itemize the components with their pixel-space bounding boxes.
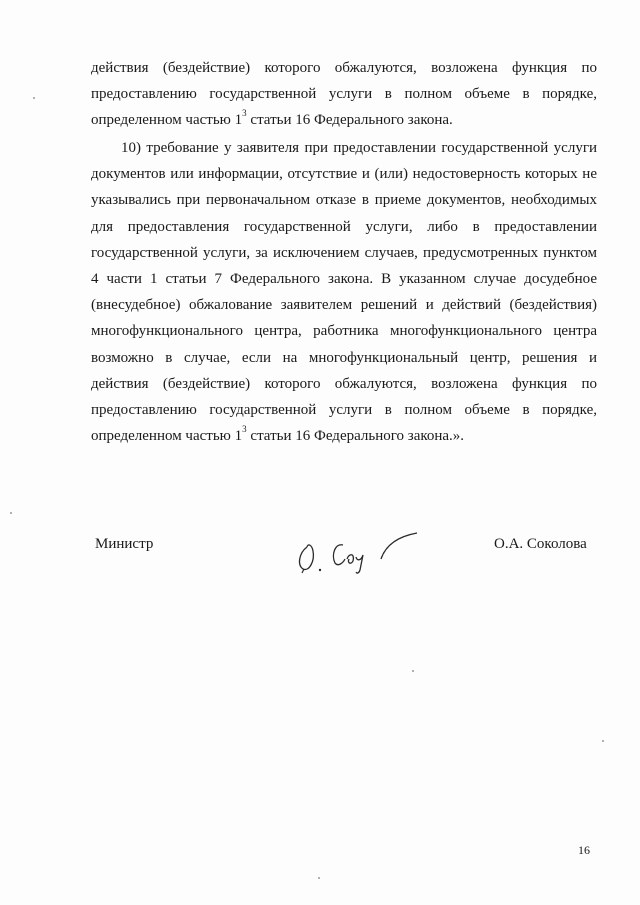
scan-speck [318, 877, 320, 879]
text-line: предоставлению государственной услуги в полном объеме в порядке, [91, 401, 597, 418]
scan-speck [10, 512, 12, 514]
superscript: 3 [242, 424, 247, 435]
text-line-part: определенном частью 1 [91, 428, 243, 445]
text-line: возможно в случае, если на многофункциональный центр, решения и [91, 349, 597, 366]
position-title: Министр [95, 536, 154, 552]
text-line: документов или информации, отсутствие и (или) недостоверность которых не [91, 166, 597, 183]
text-line: указывались при первоначальном отказе в приеме документов, необходимых [91, 192, 597, 209]
text-line: действия (бездействие) которого обжалуются, возложена функция по [91, 60, 597, 76]
scan-speck [412, 670, 414, 672]
text-line [91, 423, 597, 449]
paragraph-10 [91, 135, 597, 449]
text-line [91, 107, 597, 133]
scan-speck [602, 740, 604, 742]
page-number: 16 [578, 843, 590, 857]
text-line: многофункционального центра, работника многофункционального центра [91, 323, 597, 340]
text-line: государственной услуги, за исключением случаев, предусмотренных пунктом [91, 244, 597, 261]
text-line: 4 части 1 статьи 7 Федерального закона. В указанном случае досудебное [91, 270, 597, 287]
text-line-part: определенном частью 1 [91, 112, 243, 129]
text-line: для предоставления государственной услуги, либо в предоставлении [91, 218, 597, 235]
text-line-part: статьи 16 Федерального закона. [246, 112, 453, 129]
text-line: 10) требование у заявителя при предоставлении государственной услуги [121, 140, 597, 156]
text-line: предоставлению государственной услуги в полном объеме в порядке, [91, 86, 597, 103]
signatory-name: О.А. Соколова [494, 536, 587, 552]
superscript: 3 [242, 108, 247, 119]
text-line: действия (бездействие) которого обжалуются, возложена функция по [91, 375, 597, 392]
text-continuation [91, 55, 597, 134]
text-line-part: статьи 16 Федерального закона.». [246, 428, 465, 445]
handwritten-signature [293, 525, 423, 575]
scan-speck [33, 97, 35, 99]
signature-block [0, 525, 640, 575]
text-line: (внесудебное) обжалование заявителем решений и действий (бездействия) [91, 297, 597, 314]
